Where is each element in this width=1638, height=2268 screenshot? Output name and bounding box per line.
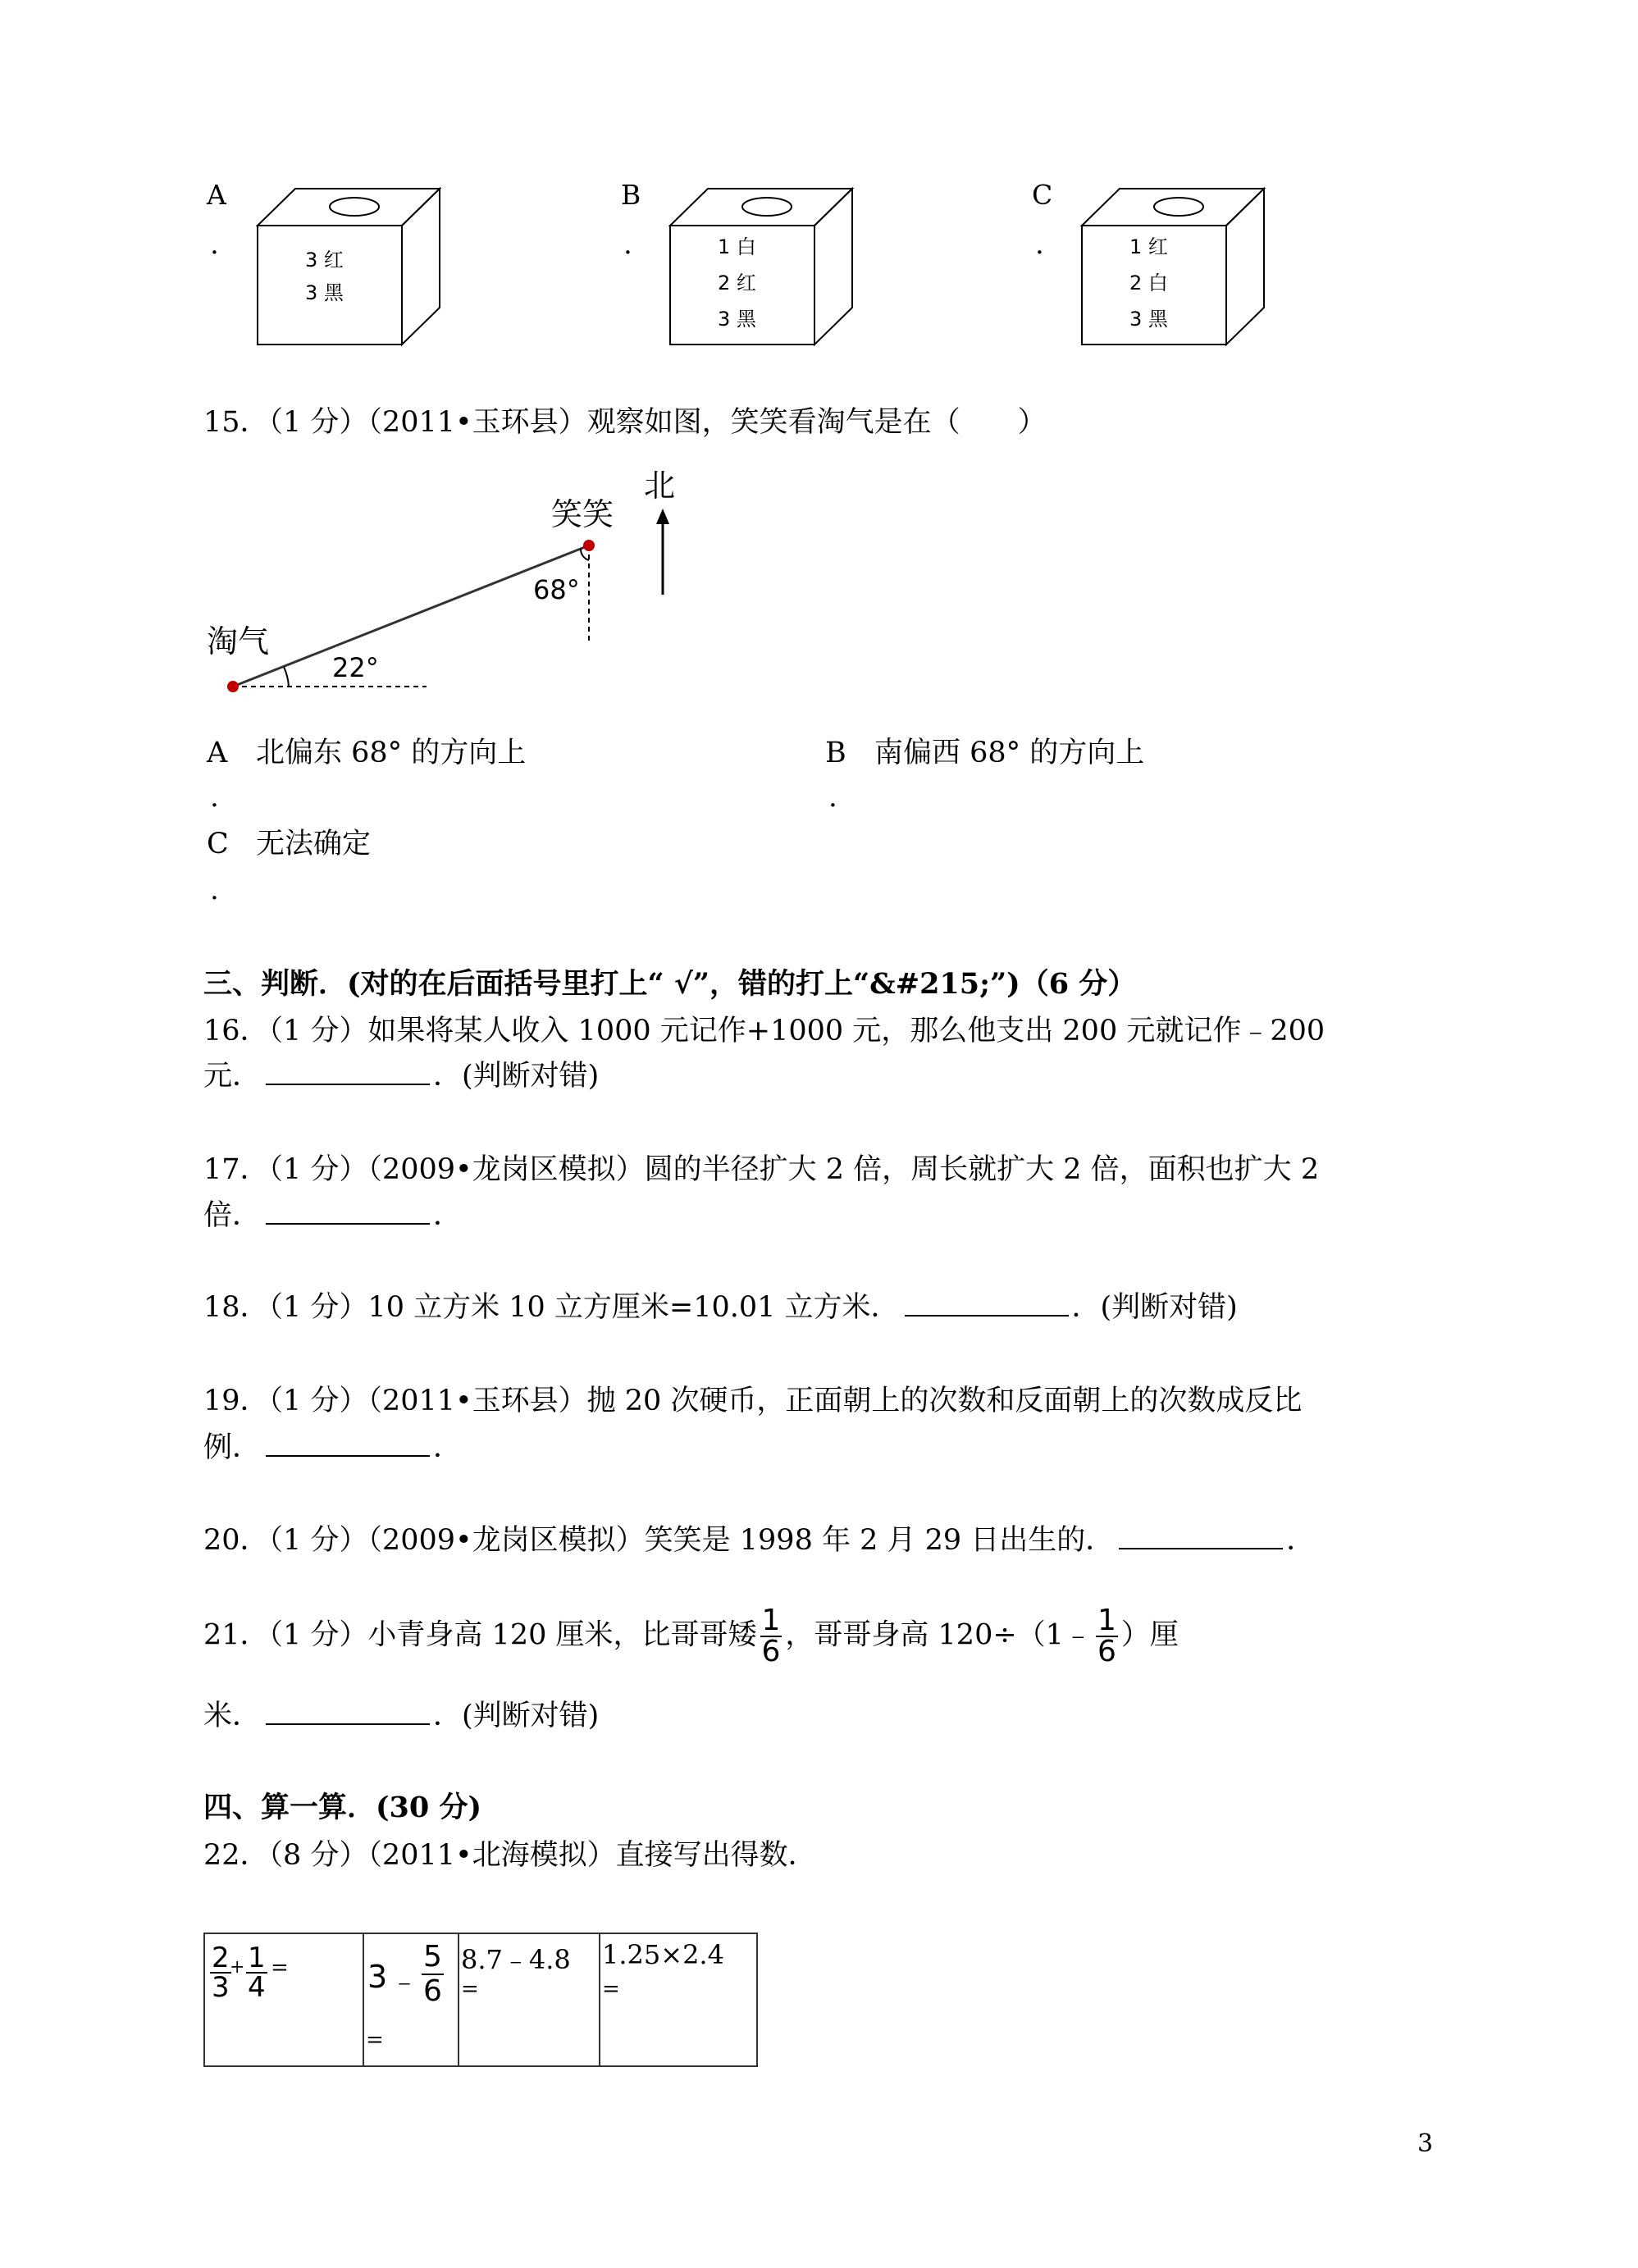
cell1-op: + <box>230 1957 245 1978</box>
q21-fraction-1 <box>760 1606 782 1667</box>
q22-cell-4[interactable] <box>600 1933 757 2066</box>
q14-option-c-letter: C <box>1032 179 1053 211</box>
north-arrow-icon <box>656 509 669 524</box>
q21-frac1-den: 6 <box>761 1635 781 1668</box>
north-label: 北 <box>644 468 676 504</box>
taoqi-label: 淘气 <box>207 623 270 659</box>
q22-cell2-frac <box>422 1941 444 2008</box>
q22-cell1-frac-b <box>246 1942 267 2004</box>
q15-option-b-letter: B <box>825 737 846 769</box>
box-c-line-3: 3 黑 <box>1129 308 1168 331</box>
section-4-title: 四、算一算．(30 分) <box>203 1791 482 1824</box>
q21-frac1-num: 1 <box>761 1604 781 1637</box>
cell2-eq: = <box>366 2028 384 2052</box>
q15-option-c-letter: C <box>207 828 229 860</box>
q17-line-2-pre: 倍． <box>203 1199 262 1232</box>
cell1-b-num: 1 <box>248 1942 266 1974</box>
cell2-num: 5 <box>423 1940 442 1974</box>
box-b-line-3: 3 黑 <box>718 308 756 331</box>
box-a-line-1: 3 红 <box>305 249 344 272</box>
q21-part-2: ，哥哥身高 120÷（1﹣ <box>785 1618 1093 1652</box>
q14-option-b-mark: . <box>623 228 632 261</box>
box-b-line-1: 1 白 <box>718 235 756 258</box>
q16-line-2-pre: 元． <box>203 1060 262 1093</box>
cell2-den: 6 <box>423 1974 442 2008</box>
q21-part-3: ）厘 <box>1120 1618 1179 1652</box>
q22-calc-table <box>203 1933 758 2067</box>
q15-stem: 15．（1 分）（2011•玉环县）观察如图，笑笑看淘气是在（ ） <box>203 406 1047 439</box>
cell1-eq: = <box>271 1955 289 1980</box>
q15-option-a-text: 北偏东 68° 的方向上 <box>256 737 527 769</box>
q15-option-a-mark: . <box>210 781 219 814</box>
q21-line-2 <box>203 1698 599 1734</box>
q21-line-2-post: ．(判断对错) <box>433 1700 600 1732</box>
q15-option-b-text: 南偏西 68° 的方向上 <box>874 737 1145 769</box>
cell1-a-den: 3 <box>212 1971 230 2004</box>
q19-line-1: 19．（1 分）（2011•玉环县）抛 20 次硬币，正面朝上的次数和反面朝上的次数成反比 <box>203 1385 1303 1417</box>
section-3-title: 三、判断．(对的在后面括号里打上“ √”，错的打上“&#215;”)（6 分） <box>203 967 1137 1001</box>
q20-answer-blank[interactable] <box>1119 1523 1283 1549</box>
q14-box-a <box>256 185 445 349</box>
q20-pre: 20．（1 分）（2009•龙岗区模拟）笑笑是 1998 年 2 月 29 日出生的． <box>203 1524 1115 1557</box>
q21-frac2-den: 6 <box>1097 1635 1116 1668</box>
q21-fraction-2 <box>1096 1606 1118 1667</box>
page-number: 3 <box>1417 2129 1434 2158</box>
q14-option-a-mark: . <box>210 228 219 261</box>
q17-line-1: 17．（1 分）（2009•龙岗区模拟）圆的半径扩大 2 倍，周长就扩大 2 倍，面积也扩大 2 <box>203 1153 1320 1186</box>
q14-box-b <box>668 185 857 349</box>
q19-line-2-pre: 例． <box>203 1431 262 1464</box>
q15-option-a-letter: A <box>207 737 228 769</box>
q17-line-2-post: ． <box>433 1199 463 1232</box>
q16-line-1: 16．（1 分）如果将某人收入 1000 元记作+1000 元，那么他支出 200 元就记作﹣200 <box>203 1015 1325 1047</box>
cell3-eq: = <box>461 1977 479 2001</box>
q15-direction-figure <box>197 455 689 701</box>
q14-box-c <box>1080 185 1269 349</box>
q16-line-2 <box>203 1058 599 1094</box>
box-c-line-2: 2 白 <box>1129 272 1168 294</box>
q20-post: ． <box>1286 1524 1316 1557</box>
box-a-line-2: 3 黑 <box>305 281 344 304</box>
cell4-eq: = <box>602 1977 620 2001</box>
q21-part-1: 21．（1 分）小青身高 120 厘米，比哥哥矮 <box>203 1618 757 1652</box>
angle-68-label: 68° <box>533 574 580 605</box>
q22-cell1-frac-a <box>210 1942 231 2004</box>
q22-cell-3[interactable] <box>459 1933 600 2066</box>
q17-line-2 <box>203 1198 462 1234</box>
q21-answer-blank[interactable] <box>266 1699 430 1725</box>
q18-answer-blank[interactable] <box>905 1290 1069 1317</box>
q17-answer-blank[interactable] <box>266 1198 430 1225</box>
cell1-b-den: 4 <box>248 1971 266 2004</box>
q21-line-2-pre: 米． <box>203 1700 262 1732</box>
cell4-expr: 1.25×2.4 <box>602 1939 724 1970</box>
cell3-expr: 8.7﹣4.8 <box>461 1944 571 1975</box>
xiaoxiao-label: 笑笑 <box>551 496 614 532</box>
xiaoxiao-point <box>583 540 595 551</box>
q18-pre: 18．（1 分）10 立方米 10 立方厘米=10.01 立方米． <box>203 1291 900 1324</box>
q21-frac2-num: 1 <box>1097 1604 1116 1637</box>
q21-line-1 <box>203 1606 1179 1667</box>
q19-answer-blank[interactable] <box>266 1431 430 1457</box>
taoqi-point <box>227 681 239 692</box>
q22-stem: 22．（8 分）（2011•北海模拟）直接写出得数． <box>203 1839 817 1872</box>
box-c-line-1: 1 红 <box>1129 235 1168 258</box>
box-b-line-2: 2 红 <box>718 272 756 294</box>
q14-option-a-letter: A <box>207 179 226 211</box>
cell1-a-num: 2 <box>212 1942 230 1974</box>
q18-post: ．(判断对错) <box>1071 1291 1238 1324</box>
cell2-whole: 3 <box>367 1959 388 1995</box>
cell2-op: ﹣ <box>390 1965 418 1998</box>
q15-option-b-mark: . <box>828 781 837 814</box>
angle-22-label: 22° <box>332 652 379 683</box>
q14-option-c-mark: . <box>1035 228 1044 261</box>
q15-option-c-mark: . <box>210 874 219 906</box>
q20-line <box>203 1522 1315 1558</box>
q18-line <box>203 1289 1238 1326</box>
q16-answer-blank[interactable] <box>266 1059 430 1085</box>
q16-line-2-post: ．(判断对错) <box>433 1060 600 1093</box>
q14-option-b-letter: B <box>621 179 641 211</box>
q19-line-2-post: ． <box>433 1431 463 1464</box>
q22-cell-1[interactable] <box>204 1933 363 2066</box>
q19-line-2 <box>203 1430 462 1466</box>
q22-cell-2[interactable] <box>363 1933 459 2066</box>
q15-option-c-text: 无法确定 <box>256 828 372 860</box>
